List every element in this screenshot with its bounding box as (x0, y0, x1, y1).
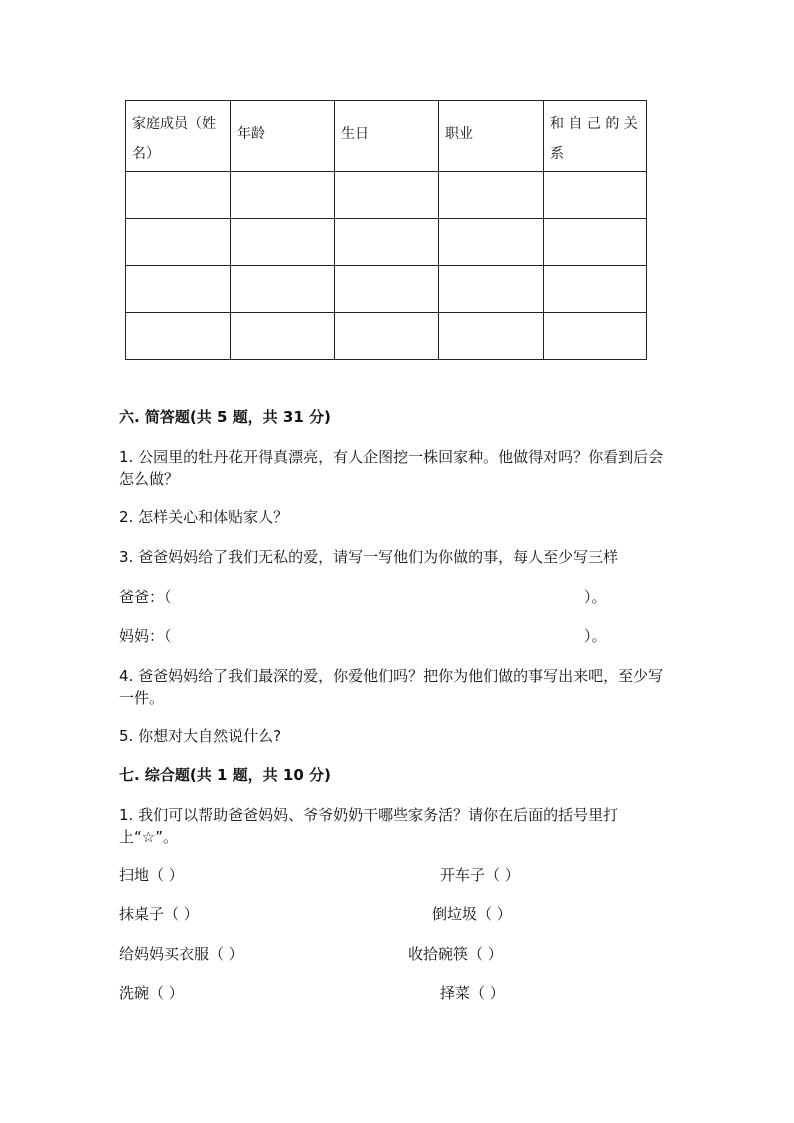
table-cell[interactable] (439, 266, 544, 313)
chore-clear-dishes: 收拾碗筷（ ） (408, 945, 503, 963)
chore-drive-car: 开车子（ ） (440, 866, 520, 884)
table-cell[interactable] (544, 172, 647, 219)
header-family-member-line2: 名） (132, 146, 160, 162)
table-row (126, 266, 647, 313)
header-relationship-line2: 系 (550, 146, 564, 162)
table-cell[interactable] (439, 313, 544, 360)
header-birthday: 生日 (335, 101, 439, 172)
table-cell[interactable] (126, 172, 231, 219)
table-cell[interactable] (439, 172, 544, 219)
table-cell[interactable] (231, 219, 335, 266)
question-6-1: 1. 公园里的牡丹花开得真漂亮，有人企图挖一株回家种。他做得对吗？你看到后会怎么做？ (119, 448, 664, 488)
family-members-table (125, 100, 647, 360)
table-cell[interactable] (544, 266, 647, 313)
table-cell[interactable] (544, 313, 647, 360)
table-row (126, 313, 647, 360)
header-occupation: 职业 (439, 101, 544, 172)
dad-answer-label: 爸爸：（ (119, 588, 172, 606)
section-6-title: 六. 简答题(共 5 题，共 31 分) (119, 408, 331, 426)
table-cell[interactable] (335, 172, 439, 219)
table-cell[interactable] (126, 313, 231, 360)
table-cell[interactable] (335, 219, 439, 266)
mom-answer-label: 妈妈：（ (119, 627, 172, 645)
chore-wash-dishes: 洗碗（ ） (119, 984, 184, 1002)
question-6-4: 4. 爸爸妈妈给了我们最深的爱，你爱他们吗？把你为他们做的事写出来吧，至少写一件。 (119, 667, 664, 707)
mom-answer-close: ）。 (584, 627, 607, 645)
table-row (126, 219, 647, 266)
chore-pick-vegetables: 择菜（ ） (440, 984, 505, 1002)
section-7-title: 七. 综合题(共 1 题，共 10 分) (119, 766, 331, 784)
header-family-member (126, 101, 231, 172)
header-relationship-line1: 和 自 己 的 关 (550, 116, 638, 132)
question-7-1: 1. 我们可以帮助爸爸妈妈、爷爷奶奶干哪些家务活？请你在后面的括号里打上“☆”。 (119, 806, 619, 846)
table-cell[interactable] (231, 313, 335, 360)
table-cell[interactable] (544, 219, 647, 266)
chore-buy-clothes: 给妈妈买衣服（ ） (119, 945, 244, 963)
chore-take-out-trash: 倒垃圾（ ） (432, 905, 512, 923)
table-cell[interactable] (439, 219, 544, 266)
dad-answer-close: ）。 (584, 588, 607, 606)
table-row (126, 172, 647, 219)
header-age: 年龄 (231, 101, 335, 172)
table-cell[interactable] (335, 266, 439, 313)
question-6-5: 5. 你想对大自然说什么? (119, 727, 282, 745)
table-cell[interactable] (335, 313, 439, 360)
table-cell[interactable] (126, 219, 231, 266)
question-6-2: 2. 怎样关心和体贴家人？ (119, 508, 289, 526)
table-cell[interactable] (231, 172, 335, 219)
header-relationship (544, 101, 647, 172)
table-cell[interactable] (231, 266, 335, 313)
question-6-3: 3. 爸爸妈妈给了我们无私的爱，请写一写他们为你做的事，每人至少写三样 (119, 548, 619, 566)
table-cell[interactable] (126, 266, 231, 313)
chore-sweep-floor: 扫地（ ） (119, 866, 184, 884)
header-family-member-line1: 家庭成员（姓 (132, 116, 216, 132)
chore-wipe-table: 抹桌子（ ） (119, 905, 199, 923)
table-header-row (126, 101, 647, 172)
